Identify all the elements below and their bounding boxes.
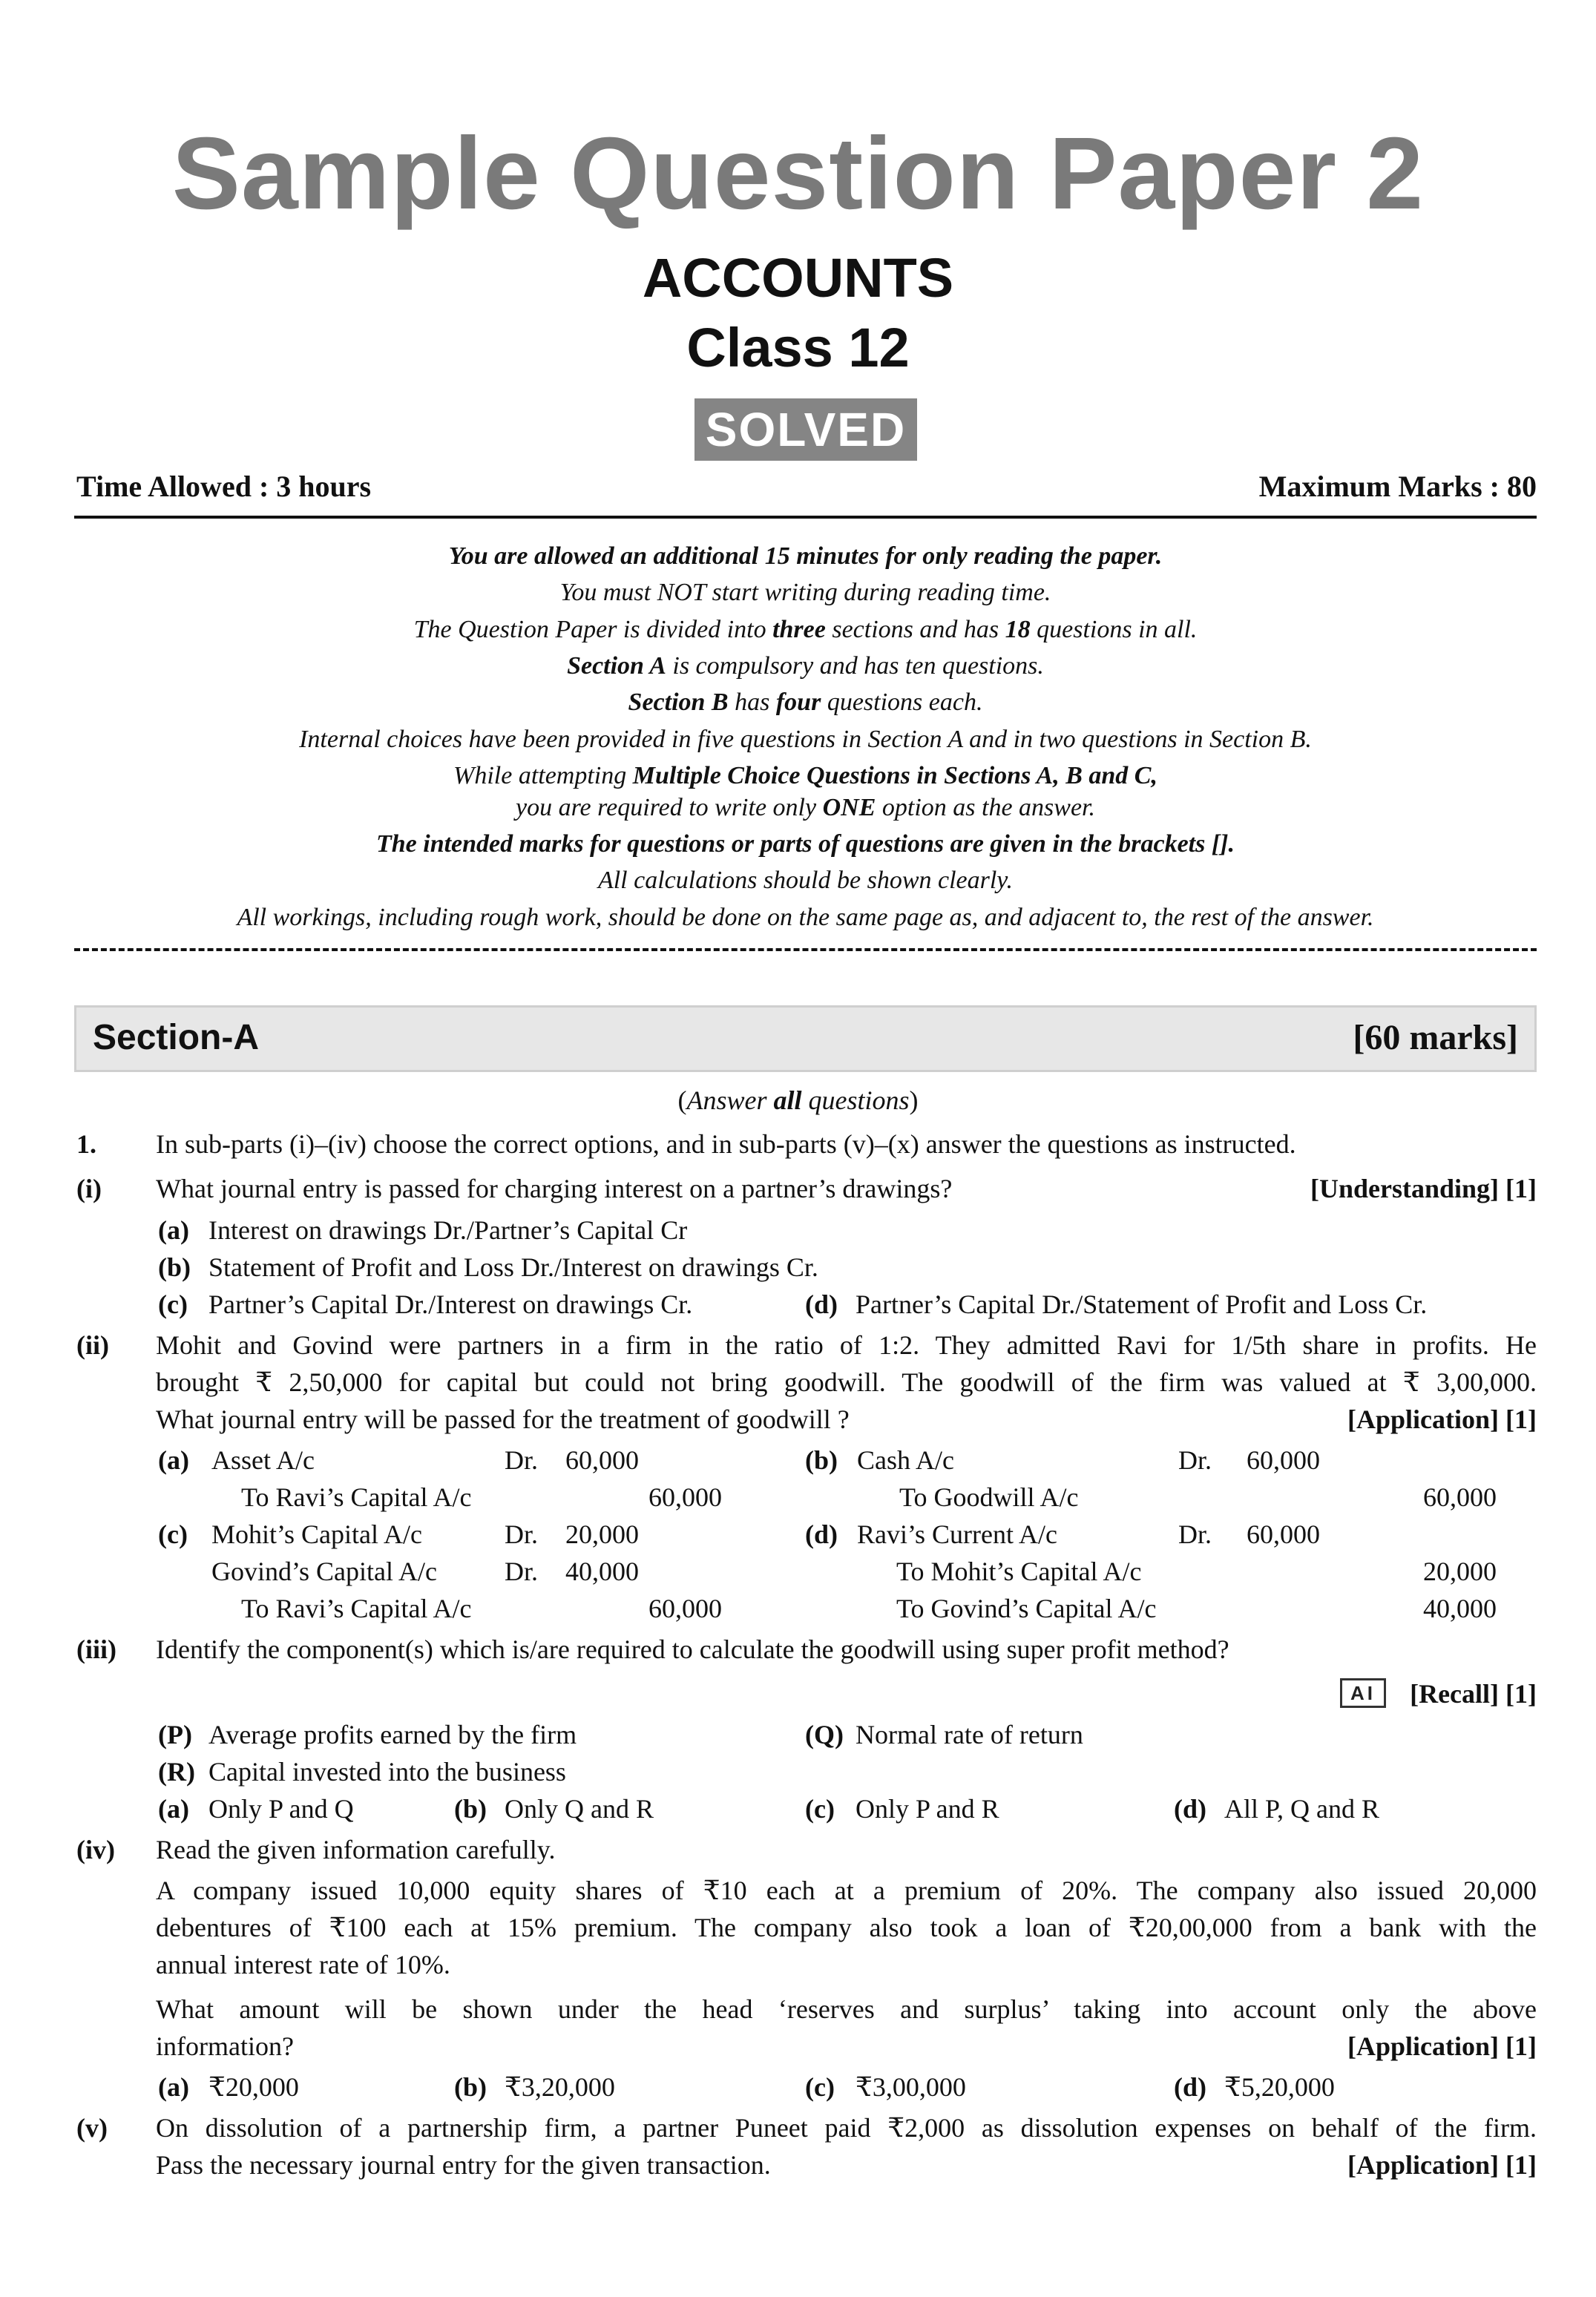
- instruction-10: All calculations should be shown clearly.: [597, 867, 1014, 894]
- option-b: (b) Statement of Profit and Loss Dr./Interest on drawings Cr.: [158, 1252, 818, 1282]
- subquestion-number: (i): [76, 1174, 102, 1203]
- skill-marks-tag: [Application] [1]: [1347, 2031, 1537, 2061]
- journal-amount: 60,000: [648, 1482, 722, 1512]
- journal-account: To Govind’s Capital A/c: [896, 1594, 1157, 1623]
- journal-dr: Dr.: [505, 1519, 538, 1549]
- journal-account: To Goodwill A/c: [899, 1482, 1079, 1512]
- question-text: In sub-parts (i)–(iv) choose the correct options, and in sub-parts (v)–(x) answer the questions as instructed.: [156, 1129, 1296, 1159]
- answer-all-note: (Answer all questions): [677, 1085, 919, 1115]
- subquestion-number: (iii): [76, 1634, 116, 1664]
- question-text: What journal entry is passed for charging interest on a partner’s drawings?: [156, 1174, 953, 1203]
- header-rule: [74, 516, 1537, 519]
- journal-account: Govind’s Capital A/c: [211, 1557, 437, 1586]
- journal-amount: 60,000: [1423, 1482, 1497, 1512]
- skill-marks-tag: [Application] [1]: [1347, 1404, 1537, 1434]
- question-text: annual interest rate of 10%.: [156, 1950, 450, 1979]
- question-text: brought ₹ 2,50,000 for capital but could not bring goodwill. The goodwill of the firm was valued at ₹ 3,00,000.: [156, 1367, 1537, 1397]
- question-text: Mohit and Govind were partners in a firm in the ratio of 1:2. They admitted Ravi for 1/5th share in profits. He: [156, 1330, 1537, 1360]
- journal-account: To Mohit’s Capital A/c: [896, 1557, 1142, 1586]
- question-text: What amount will be shown under the head ‘reserves and surplus’ taking into account only the above: [156, 1994, 1537, 2024]
- journal-amount: 40,000: [565, 1557, 639, 1586]
- statement-r: (R) Capital invested into the business: [158, 1757, 566, 1787]
- journal-dr: Dr.: [505, 1557, 538, 1586]
- question-text: A company issued 10,000 equity shares of ₹10 each at a premium of 20%. The company also issued 20,000: [156, 1876, 1537, 1905]
- question-text: Identify the component(s) which is/are required to calculate the goodwill using super profit method?: [156, 1634, 1229, 1664]
- journal-account: Ravi’s Current A/c: [857, 1519, 1057, 1549]
- instruction-9: The intended marks for questions or parts of questions are given in the brackets [].: [375, 830, 1235, 858]
- journal-amount: 20,000: [1423, 1557, 1497, 1586]
- question-text: debentures of ₹100 each at 15% premium. The company also took a loan of ₹20,00,000 from a bank with the: [156, 1913, 1537, 1942]
- question-text: What journal entry will be passed for the treatment of goodwill ?: [156, 1404, 850, 1434]
- subject-heading: ACCOUNTS: [642, 247, 954, 309]
- skill-marks-tag: [Recall] [1]: [1410, 1679, 1537, 1709]
- maximum-marks: Maximum Marks : 80: [1258, 470, 1537, 503]
- journal-account: To Ravi’s Capital A/c: [241, 1594, 472, 1623]
- option-b-label: (b): [805, 1445, 838, 1475]
- instruction-6: Internal choices have been provided in five questions in Section A and in two questions in Section B.: [299, 726, 1312, 753]
- subquestion-number: (ii): [76, 1330, 109, 1360]
- dashed-divider: [74, 948, 1537, 951]
- option-c: (c) ₹3,00,000: [805, 2072, 966, 2102]
- journal-dr: Dr.: [1178, 1519, 1212, 1549]
- journal-amount: 40,000: [1423, 1594, 1497, 1623]
- journal-amount: 20,000: [565, 1519, 639, 1549]
- time-allowed: Time Allowed : 3 hours: [76, 470, 372, 503]
- journal-account: Cash A/c: [857, 1445, 954, 1475]
- option-b: (b) Only Q and R: [454, 1794, 654, 1824]
- statement-p: (P) Average profits earned by the firm: [158, 1720, 577, 1749]
- option-b: (b) ₹3,20,000: [454, 2072, 615, 2102]
- instruction-3: The Question Paper is divided into three sections and has 18 questions in all.: [413, 616, 1198, 643]
- subquestion-number: (v): [76, 2113, 108, 2143]
- question-text: Read the given information carefully.: [156, 1835, 556, 1864]
- journal-dr: Dr.: [1178, 1445, 1212, 1475]
- skill-marks-tag: [Application] [1]: [1347, 2150, 1537, 2180]
- option-a: (a) ₹20,000: [158, 2072, 299, 2102]
- question-text: On dissolution of a partnership firm, a partner Puneet paid ₹2,000 as dissolution expenses on behalf of the firm.: [156, 2113, 1537, 2143]
- section-name: Section-A: [93, 1018, 260, 1057]
- journal-account: To Ravi’s Capital A/c: [241, 1482, 472, 1512]
- question-number: 1.: [76, 1129, 96, 1159]
- instruction-7: While attempting Multiple Choice Questions in Sections A, B and C,: [453, 762, 1157, 789]
- subquestion-number: (iv): [76, 1835, 115, 1864]
- journal-account: Asset A/c: [211, 1445, 315, 1475]
- option-d-label: (d): [805, 1519, 838, 1549]
- journal-amount: 60,000: [1247, 1519, 1320, 1549]
- option-c-label: (c): [158, 1519, 188, 1549]
- option-d: (d) All P, Q and R: [1174, 1794, 1380, 1824]
- instruction-11: All workings, including rough work, should be done on the same page as, and adjacent to, the rest of the answer.: [237, 904, 1374, 931]
- option-c: (c) Partner’s Capital Dr./Interest on drawings Cr.: [158, 1289, 693, 1319]
- option-a: (a) Interest on drawings Dr./Partner’s Capital Cr: [158, 1215, 688, 1245]
- instruction-5: Section B has four questions each.: [628, 689, 983, 716]
- section-marks: [60 marks]: [1353, 1018, 1518, 1057]
- paper-title: Sample Question Paper 2: [171, 116, 1425, 231]
- instruction-4: Section A is compulsory and has ten questions.: [567, 652, 1044, 680]
- solved-badge: SOLVED: [694, 398, 917, 461]
- journal-amount: 60,000: [1247, 1445, 1320, 1475]
- journal-account: Mohit’s Capital A/c: [211, 1519, 422, 1549]
- journal-amount: 60,000: [648, 1594, 722, 1623]
- question-text: Pass the necessary journal entry for the given transaction.: [156, 2150, 771, 2180]
- instruction-1: You are allowed an additional 15 minutes for only reading the paper.: [448, 542, 1163, 570]
- instruction-8: you are required to write only ONE option as the answer.: [515, 794, 1096, 821]
- journal-amount: 60,000: [565, 1445, 639, 1475]
- option-a-label: (a): [158, 1445, 189, 1475]
- option-c: (c) Only P and R: [805, 1794, 999, 1824]
- class-heading: Class 12: [686, 317, 910, 378]
- skill-marks-tag: [Understanding] [1]: [1310, 1174, 1537, 1203]
- option-d: (d) Partner’s Capital Dr./Statement of Profit and Loss Cr.: [805, 1289, 1428, 1319]
- journal-dr: Dr.: [505, 1445, 538, 1475]
- ai-icon: AI: [1340, 1678, 1386, 1708]
- option-d: (d) ₹5,20,000: [1174, 2072, 1335, 2102]
- section-header: [74, 1005, 1537, 1072]
- instruction-2: You must NOT start writing during reading time.: [559, 579, 1051, 606]
- statement-q: (Q) Normal rate of return: [805, 1720, 1083, 1749]
- question-text: information?: [156, 2031, 294, 2061]
- option-a: (a) Only P and Q: [158, 1794, 354, 1824]
